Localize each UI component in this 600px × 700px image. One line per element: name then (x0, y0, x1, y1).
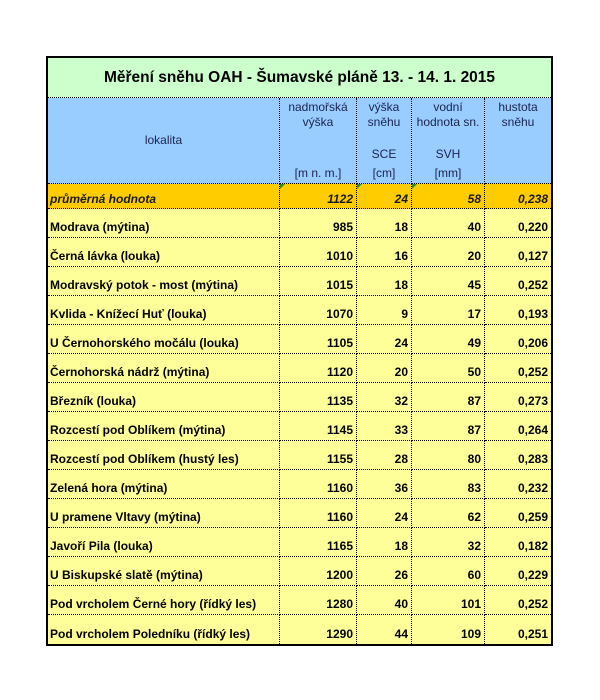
table-cell-svh[interactable]: 32 (412, 528, 485, 557)
table-cell-altitude[interactable]: 1280 (280, 586, 357, 615)
table-cell-sce[interactable]: 18 (357, 209, 412, 238)
table-cell-altitude[interactable]: 1155 (280, 441, 357, 470)
table-cell-sce[interactable]: 28 (357, 441, 412, 470)
table-cell-sce[interactable]: 24 (357, 325, 412, 354)
header-altitude[interactable]: nadmořská výška [m n. m.] (280, 98, 357, 184)
table-cell-location[interactable]: Rozcestí pod Oblíkem (mýtina) (48, 412, 280, 441)
snow-measurement-table (46, 56, 553, 646)
table-cell-location[interactable]: Černá lávka (louka) (48, 238, 280, 267)
table-title: Měření sněhu OAH - Šumavské pláně 13. - 14. 1. 2015 (48, 58, 551, 98)
table-cell-density[interactable]: 0,273 (485, 383, 551, 412)
header-density[interactable]: hustota sněhu (485, 98, 551, 184)
table-cell-altitude[interactable]: 1145 (280, 412, 357, 441)
table-cell-svh[interactable]: 45 (412, 267, 485, 296)
table-grid (48, 98, 551, 644)
table-cell-altitude[interactable]: 1015 (280, 267, 357, 296)
table-cell-altitude[interactable]: 1120 (280, 354, 357, 383)
table-cell-altitude[interactable]: 1165 (280, 528, 357, 557)
formula-marker-icon (357, 184, 362, 189)
table-cell-location[interactable]: Modrava (mýtina) (48, 209, 280, 238)
table-cell-altitude[interactable]: 1160 (280, 499, 357, 528)
table-cell-svh[interactable]: 60 (412, 557, 485, 586)
table-cell-sce[interactable]: 33 (357, 412, 412, 441)
table-cell-altitude[interactable]: 1290 (280, 615, 357, 644)
header-lokalita[interactable]: lokalita (48, 98, 280, 184)
table-cell-location[interactable]: U pramene Vltavy (mýtina) (48, 499, 280, 528)
table-cell-sce[interactable]: 18 (357, 528, 412, 557)
table-cell-location[interactable]: Pod vrcholem Černé hory (řídký les) (48, 586, 280, 615)
table-cell-svh[interactable]: 20 (412, 238, 485, 267)
table-cell-density[interactable]: 0,259 (485, 499, 551, 528)
table-cell-density[interactable]: 0,264 (485, 412, 551, 441)
header-snow-depth[interactable]: výška sněhu SCE [cm] (357, 98, 412, 184)
table-cell-sce[interactable]: 18 (357, 267, 412, 296)
table-cell-density[interactable]: 0,220 (485, 209, 551, 238)
table-cell-altitude[interactable]: 1160 (280, 470, 357, 499)
table-cell-density[interactable]: 0,206 (485, 325, 551, 354)
average-altitude[interactable]: 1122 (280, 184, 357, 209)
table-cell-location[interactable]: Kvlida - Knížecí Huť (louka) (48, 296, 280, 325)
table-cell-density[interactable]: 0,252 (485, 354, 551, 383)
table-cell-location[interactable]: Modravský potok - most (mýtina) (48, 267, 280, 296)
table-cell-density[interactable]: 0,232 (485, 470, 551, 499)
table-cell-altitude[interactable]: 1105 (280, 325, 357, 354)
table-cell-density[interactable]: 0,229 (485, 557, 551, 586)
table-cell-density[interactable]: 0,283 (485, 441, 551, 470)
table-cell-svh[interactable]: 40 (412, 209, 485, 238)
average-sce[interactable]: 24 (357, 184, 412, 209)
formula-marker-icon (412, 184, 417, 189)
table-cell-svh[interactable]: 83 (412, 470, 485, 499)
table-cell-altitude[interactable]: 1135 (280, 383, 357, 412)
table-cell-density[interactable]: 0,193 (485, 296, 551, 325)
table-cell-sce[interactable]: 44 (357, 615, 412, 644)
average-density[interactable]: 0,238 (485, 184, 551, 209)
table-cell-location[interactable]: Černohorská nádrž (mýtina) (48, 354, 280, 383)
table-cell-svh[interactable]: 87 (412, 412, 485, 441)
table-cell-location[interactable]: Pod vrcholem Poledníku (řídký les) (48, 615, 280, 644)
table-cell-sce[interactable]: 24 (357, 499, 412, 528)
table-cell-location[interactable]: U Černohorského močálu (louka) (48, 325, 280, 354)
table-cell-density[interactable]: 0,252 (485, 267, 551, 296)
table-cell-sce[interactable]: 32 (357, 383, 412, 412)
formula-marker-icon (280, 184, 285, 189)
table-cell-location[interactable]: Zelená hora (mýtina) (48, 470, 280, 499)
table-cell-svh[interactable]: 62 (412, 499, 485, 528)
table-cell-density[interactable]: 0,127 (485, 238, 551, 267)
table-cell-sce[interactable]: 26 (357, 557, 412, 586)
header-water-equivalent[interactable]: vodní hodnota sn. SVH [mm] (412, 98, 485, 184)
table-cell-svh[interactable]: 50 (412, 354, 485, 383)
table-cell-sce[interactable]: 16 (357, 238, 412, 267)
table-cell-density[interactable]: 0,252 (485, 586, 551, 615)
table-cell-location[interactable]: Březník (louka) (48, 383, 280, 412)
table-cell-density[interactable]: 0,182 (485, 528, 551, 557)
table-cell-location[interactable]: U Biskupské slatě (mýtina) (48, 557, 280, 586)
table-cell-svh[interactable]: 80 (412, 441, 485, 470)
table-cell-svh[interactable]: 87 (412, 383, 485, 412)
table-cell-location[interactable]: Javoří Pila (louka) (48, 528, 280, 557)
table-cell-svh[interactable]: 17 (412, 296, 485, 325)
table-cell-svh[interactable]: 109 (412, 615, 485, 644)
table-cell-sce[interactable]: 36 (357, 470, 412, 499)
table-cell-svh[interactable]: 101 (412, 586, 485, 615)
table-cell-location[interactable]: Rozcestí pod Oblíkem (hustý les) (48, 441, 280, 470)
table-cell-svh[interactable]: 49 (412, 325, 485, 354)
table-cell-sce[interactable]: 20 (357, 354, 412, 383)
table-cell-altitude[interactable]: 1070 (280, 296, 357, 325)
table-cell-altitude[interactable]: 1010 (280, 238, 357, 267)
table-cell-density[interactable]: 0,251 (517, 627, 548, 641)
table-cell-altitude[interactable]: 1200 (280, 557, 357, 586)
average-label[interactable]: průměrná hodnota (48, 184, 280, 209)
table-cell-sce[interactable]: 9 (357, 296, 412, 325)
average-svh[interactable]: 58 (412, 184, 485, 209)
table-cell-sce[interactable]: 40 (357, 586, 412, 615)
table-cell-altitude[interactable]: 985 (280, 209, 357, 238)
